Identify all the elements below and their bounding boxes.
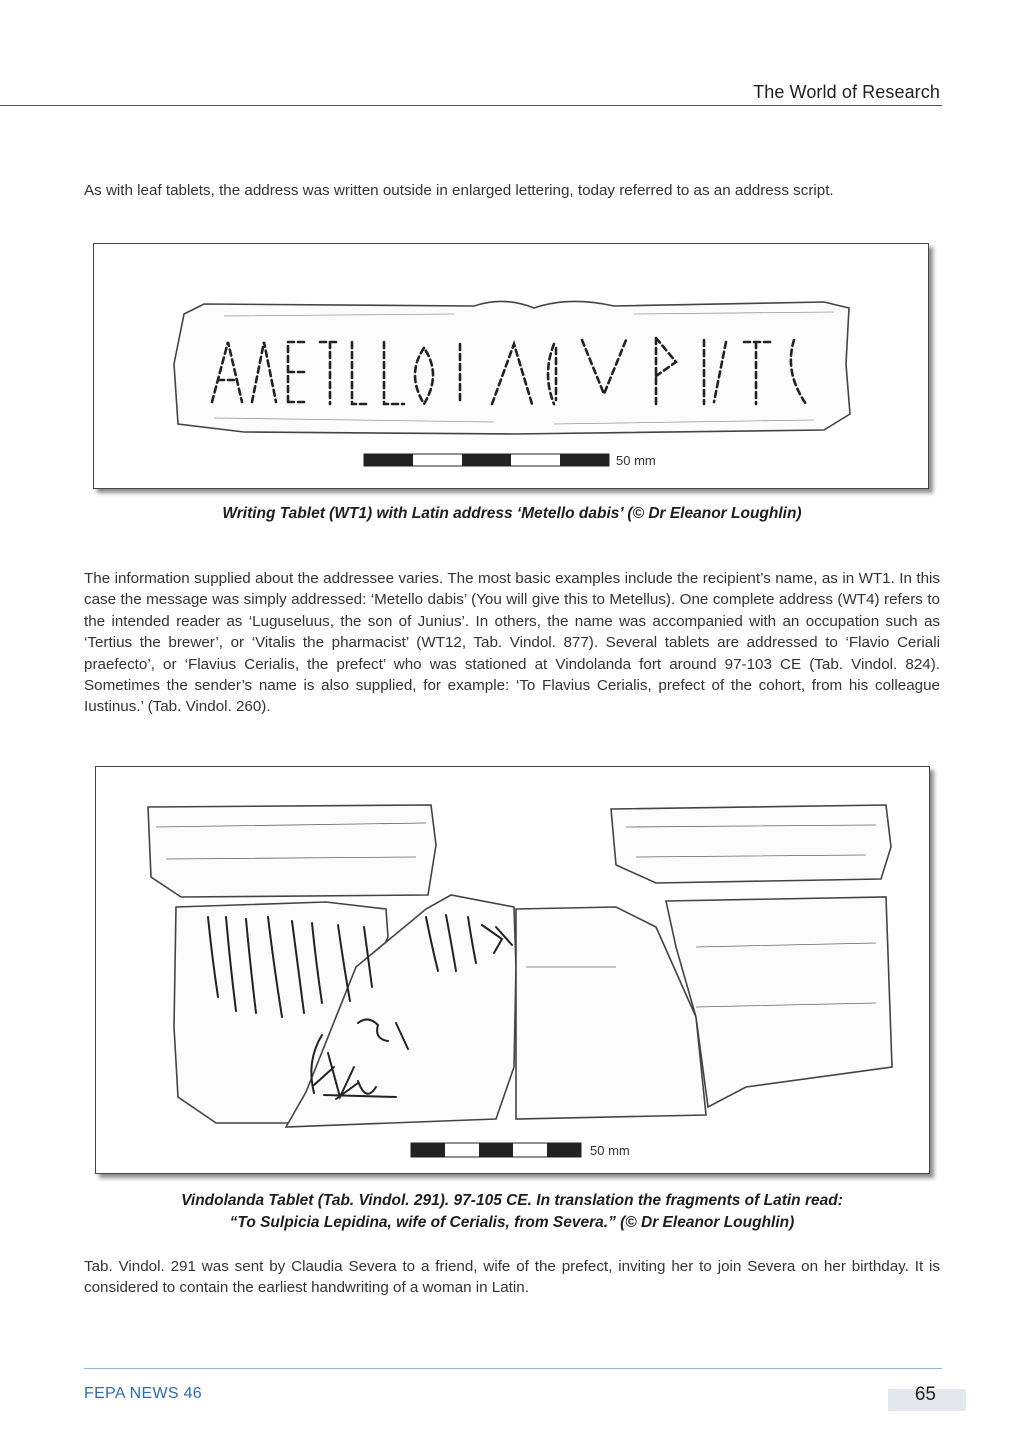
figure-tab-vindol-291 <box>95 766 930 1174</box>
scale-label: 50 mm <box>590 1143 630 1158</box>
figure-wt1 <box>93 243 929 489</box>
header-rule <box>0 105 942 106</box>
figure2-caption-line2: “To Sulpicia Lepidina, wife of Cerialis, from Severa.” (© Dr Eleanor Loughlin) <box>229 1214 795 1231</box>
intro-paragraph: As with leaf tablets, the address was written outside in enlarged lettering, today referred to as an address script. <box>84 182 834 199</box>
footer-rule <box>84 1368 942 1369</box>
tablet-wt1-drawing <box>94 244 928 488</box>
running-header-title: The World of Research <box>753 82 940 102</box>
scale-bar <box>364 453 656 468</box>
body-paragraph: The information supplied about the addressee varies. The most basic examples include the recipient’s name, as in WT1. In this case the message was simply addressed: ‘Metello dabis’ (You will give this to Metellus). One complete address (WT4) refers to the intended reader as ‘Luguseluus, the son of Junius’. In others, the name was accompanied with an occupation such as ‘Tertius the brewer’, or ‘Vitalis the pharmacist’ (WT12, Tab. Vindol. 877). Several tablets are addressed to ‘Flavio Ceriali praefecto’, or ‘Flavius Cerialis, the prefect’ who was stationed at Vindolanda fort around 97-103 CE (Tab. Vindol. 824). Sometimes the sender’s name is also supplied, for example: ‘To Flavius Cerialis, prefect of the cohort, from his colleague Iustinus.’ (Tab. Vindol. 260). <box>84 570 940 716</box>
scale-bar <box>411 1143 630 1158</box>
scale-label: 50 mm <box>616 453 656 468</box>
tablet-291-drawing <box>96 767 929 1173</box>
tablet-fragments <box>148 805 892 1127</box>
figure1-caption: Writing Tablet (WT1) with Latin address ‘Metello dabis’ (© Dr Eleanor Loughlin) <box>222 505 802 522</box>
figure2-caption-line1: Vindolanda Tablet (Tab. Vindol. 291). 97-105 CE. In translation the fragments of Latin read: <box>181 1192 843 1209</box>
footer-publication: FEPA NEWS 46 <box>84 1385 203 1402</box>
closing-paragraph: Tab. Vindol. 291 was sent by Claudia Severa to a friend, wife of the prefect, inviting her to join Severa on her birthday. It is considered to contain the earliest handwriting of a woman in Latin. <box>84 1258 940 1297</box>
page-number: 65 <box>914 1384 936 1405</box>
